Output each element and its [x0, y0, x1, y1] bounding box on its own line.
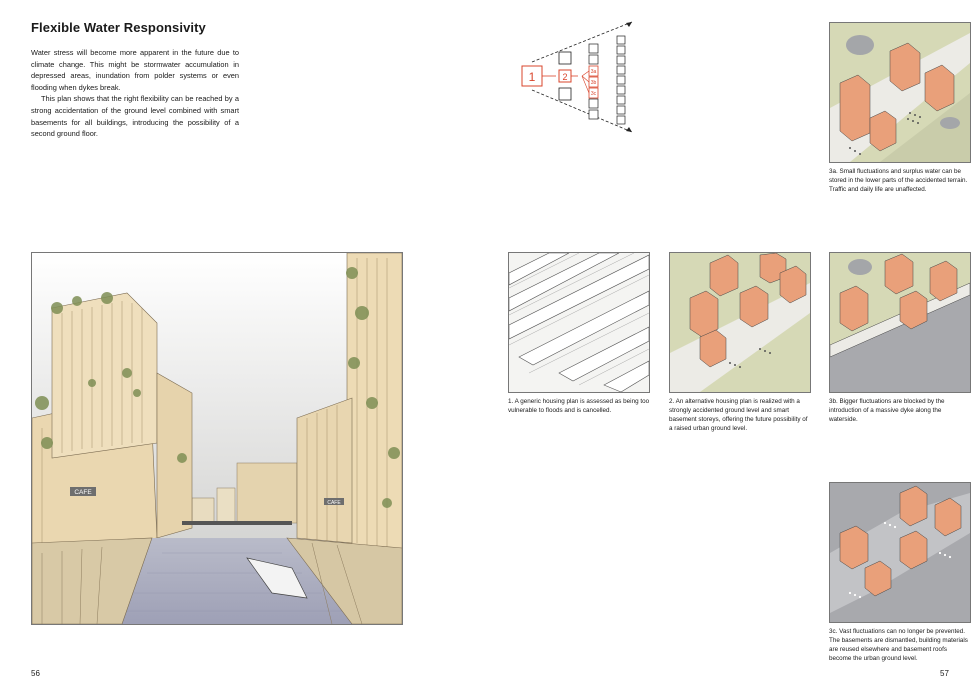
- caption-3a: 3a. Small fluctuations and surplus water can be stored in the lower parts of the accidented terrain. Traffic and daily life are unaffected.: [829, 168, 968, 194]
- diagram-3a: 3a: [590, 69, 597, 75]
- scenario-diagram: [520, 20, 640, 136]
- page-title: Flexible Water Responsivity: [31, 20, 206, 35]
- caption-3c: 3c. Vast fluctuations can no longer be prevented. The basements are dismantled, building materials are reused elsewhere and basement roofs become the urban ground level.: [829, 628, 968, 663]
- street-illustration: [31, 252, 403, 625]
- figure-2: [669, 252, 811, 393]
- diagram-3c: 3c: [590, 91, 597, 97]
- diagram-3b: 3b: [590, 80, 597, 86]
- diagram-box-1: 1: [528, 70, 536, 84]
- diagram-box-2: 2: [562, 72, 568, 82]
- page-number-left: 56: [31, 669, 40, 678]
- caption-1: 1. A generic housing plan is assessed as being too vulnerable to floods and is cancelled.: [508, 398, 650, 415]
- paragraph-2: This plan shows that the right flexibility can be reached by a strong accidentation of the ground level combined with smart basements for all buildings, introducing the possibility of a second ground floor.: [31, 94, 239, 139]
- cafe-sign-left: CAFE: [74, 489, 92, 496]
- paragraph-1: Water stress will become more apparent in the future due to climate change. This might be stormwater accumulation in depressed areas, inundation from polder systems or even flooding when dykes break.: [31, 48, 239, 92]
- figure-3b: [829, 252, 971, 393]
- caption-3b: 3b. Bigger fluctuations are blocked by the introduction of a massive dyke along the waterside.: [829, 398, 945, 424]
- figure-3c: [829, 482, 971, 623]
- figure-3a: [829, 22, 971, 163]
- caption-2: 2. An alternative housing plan is realized with a strongly accidented ground level and smart basement storeys, offering the future possibility of a raised urban ground level.: [669, 398, 808, 433]
- page-number-right: 57: [940, 669, 949, 678]
- figure-1: [508, 252, 650, 393]
- cafe-sign-right: CAFE: [327, 500, 341, 506]
- intro-text: [31, 47, 239, 140]
